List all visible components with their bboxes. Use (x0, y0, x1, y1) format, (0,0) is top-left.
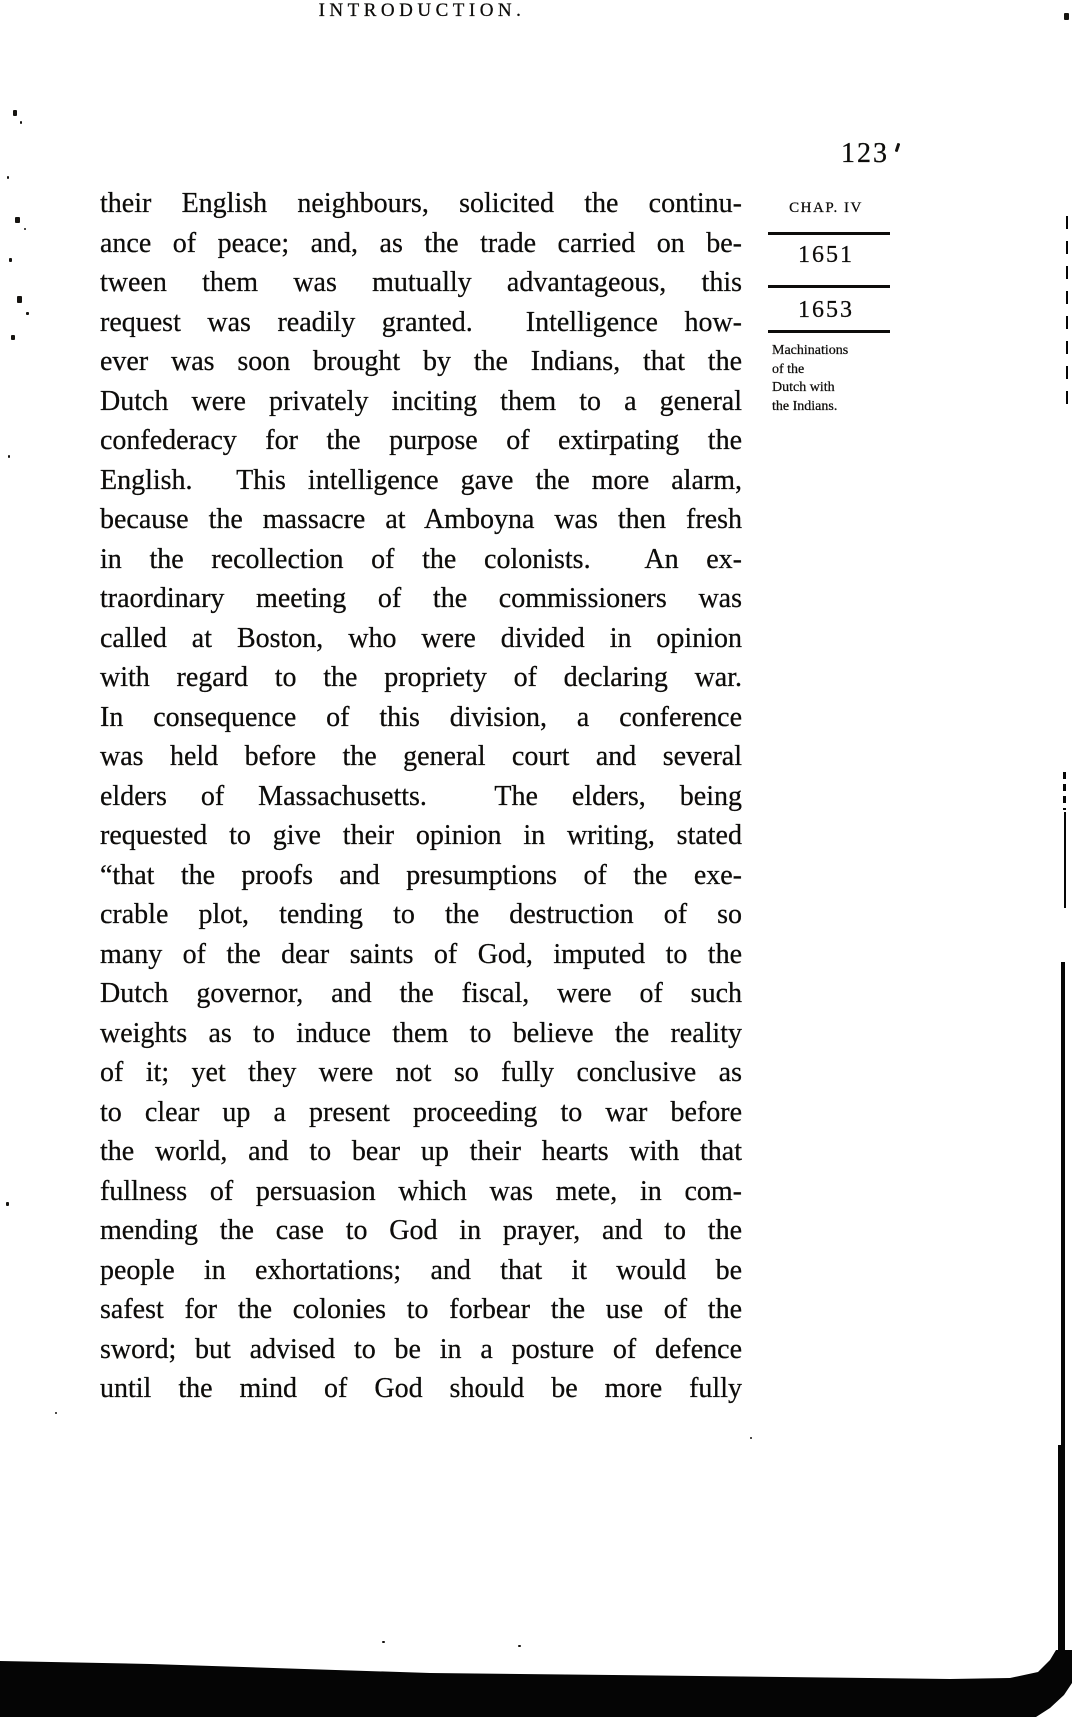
sidenote-line: of the (772, 361, 805, 377)
text-line: fullness of persuasion which was mete, in com- (100, 1175, 742, 1207)
text-line: ever was soon brought by the Indians, that the (100, 346, 742, 377)
text-line: crable plot, tending to the destruction of so (100, 899, 742, 930)
text-line: English. This intelligence gave the more alarm, (100, 464, 742, 496)
scan-edge-line (1064, 812, 1066, 908)
chapter-label: CHAP. IV (789, 200, 863, 216)
scan-bottom-band (0, 1650, 1072, 1717)
text-line: the world, and to bear up their hearts with that (100, 1136, 742, 1167)
ink-speck (7, 176, 9, 179)
ink-speck (6, 1202, 9, 1206)
ink-speck (24, 228, 26, 230)
text-line: confederacy for the purpose of extirpating the (100, 425, 742, 456)
text-line: requested to give their opinion in writing, stated (100, 820, 742, 851)
running-header-title: INTRODUCTION. (318, 0, 526, 21)
scan-edge-dashed-line (1063, 772, 1066, 810)
page-number: 123 (841, 138, 889, 169)
text-line: ance of peace; and, as the trade carried on be- (100, 227, 742, 259)
date-note-top: 1651 (798, 242, 854, 268)
text-line: many of the dear saints of God, imputed to the (100, 938, 742, 970)
text-line: traordinary meeting of the commissioners was (100, 583, 742, 614)
sidenote-line: the Indians. (772, 398, 838, 414)
text-line: Dutch were privately inciting them to a general (100, 385, 742, 417)
ink-speck (15, 217, 20, 223)
margin-rule (768, 330, 890, 333)
margin-rule (768, 232, 890, 235)
ink-speck (895, 143, 901, 152)
text-line: until the mind of God should be more fully (100, 1373, 742, 1404)
text-line: safest for the colonies to forbear the use of the (100, 1294, 742, 1325)
ink-speck (1064, 13, 1069, 20)
scan-edge-line (1058, 1445, 1065, 1657)
margin-notes (770, 200, 896, 430)
text-line: of it; yet they were not so fully conclusive as (100, 1057, 742, 1088)
text-line: “that the proofs and presumptions of the exe- (100, 859, 742, 891)
scan-edge-line (1061, 962, 1065, 1447)
text-line: was held before the general court and several (100, 741, 742, 772)
ink-speck (750, 1437, 752, 1439)
text-line: with regard to the propriety of declaring war. (100, 662, 742, 693)
text-line: people in exhortations; and that it would be (100, 1254, 742, 1286)
ink-speck (382, 1641, 385, 1643)
text-line: weights as to induce them to believe the reality (100, 1017, 742, 1049)
ink-speck (518, 1645, 521, 1647)
text-line: elders of Massachusetts. The elders, being (100, 780, 742, 812)
text-line: sword; but advised to be in a posture of defence (100, 1333, 742, 1365)
ink-speck (55, 1412, 57, 1414)
date-note-bottom: 1653 (798, 297, 854, 323)
ink-speck (26, 312, 29, 315)
ink-speck (20, 121, 22, 124)
text-line: in the recollection of the colonists. An ex- (100, 543, 742, 575)
ink-speck (9, 258, 12, 262)
text-line: called at Boston, who were divided in opinion (100, 622, 742, 654)
text-line: their English neighbours, solicited the continu- (100, 188, 742, 219)
sidenote (772, 342, 896, 416)
text-line: mending the case to God in prayer, and to the (100, 1215, 742, 1246)
text-line: Dutch governor, and the fiscal, were of such (100, 978, 742, 1009)
text-line: In consequence of this division, a conference (100, 701, 742, 733)
ink-speck (8, 455, 10, 458)
text-line: to clear up a present proceeding to war before (100, 1096, 742, 1128)
body-text (100, 184, 742, 1409)
text-line: tween them was mutually advantageous, this (100, 267, 742, 298)
ink-speck (11, 335, 15, 340)
sidenote-line: Dutch with (772, 380, 835, 395)
text-line: because the massacre at Amboyna was then fresh (100, 504, 742, 535)
sidenote-line: Machinations (772, 343, 849, 358)
ink-speck (13, 110, 17, 116)
scan-edge-dashed-line (1066, 216, 1068, 404)
ink-speck (17, 296, 22, 303)
margin-rule (768, 285, 890, 288)
text-line: request was readily granted. Intelligence how- (100, 306, 742, 338)
